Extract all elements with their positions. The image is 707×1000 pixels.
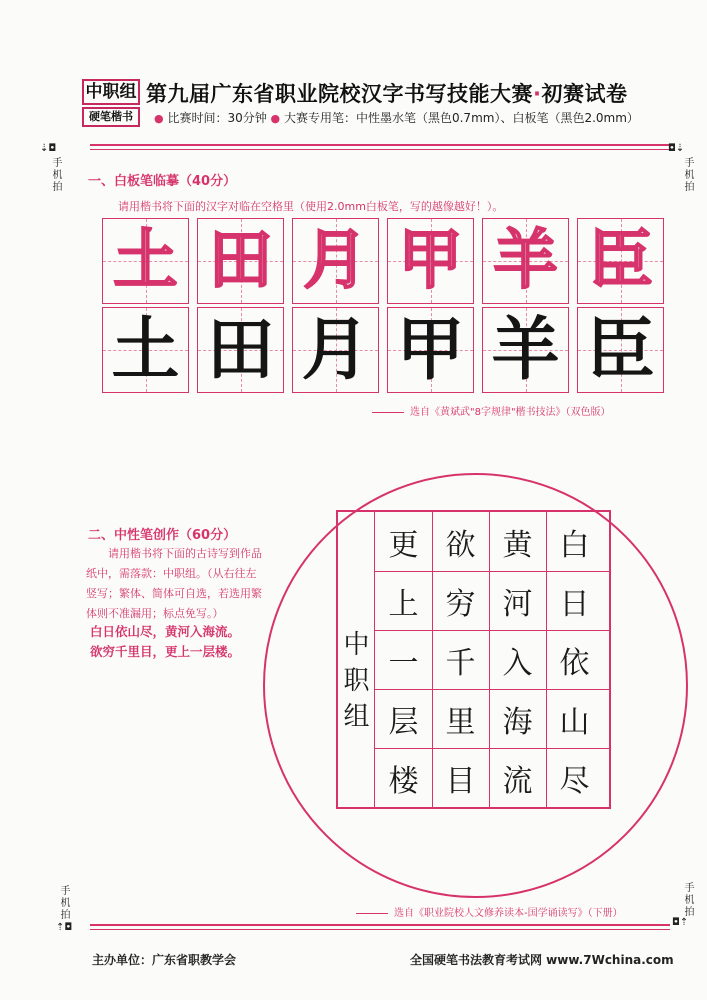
- camera-icon: ⇣◘: [40, 143, 57, 154]
- poem-grid: [336, 510, 611, 809]
- model-char: 月: [303, 224, 368, 298]
- section2-instruction: 请用楷书将下面的古诗写到作品纸中，需落款：中职组。（从右往左竖写；繁体、简体可自选，若选用繁体则不准漏用；标点免写。）: [86, 547, 262, 620]
- website: 全国硬笔书法教育考试网 www.7Wchina.com: [410, 953, 674, 967]
- written-chars-row: [102, 307, 664, 393]
- model-cell: [197, 218, 284, 304]
- poem-char: 上: [388, 586, 419, 622]
- poem-char: 欲: [445, 527, 476, 563]
- poem-line-2: 欲穷千里目，更上一层楼。: [90, 644, 241, 659]
- model-cell: [102, 218, 189, 304]
- category-badge: 硬笔楷书: [82, 107, 140, 127]
- footer-rule-thin: [90, 929, 670, 930]
- copy-cell: [292, 307, 379, 393]
- poem-char: 千: [445, 645, 476, 681]
- exam-info: [154, 109, 639, 126]
- poem-char: 黄: [502, 527, 533, 563]
- poem-char: 里: [445, 704, 476, 740]
- model-char: 田: [208, 224, 273, 298]
- model-char: 羊: [493, 224, 558, 298]
- copy-cell: [387, 307, 474, 393]
- section2-source: [356, 904, 623, 919]
- exam-title: [146, 78, 627, 108]
- model-cell: [577, 218, 664, 304]
- poem-char: 山: [559, 704, 590, 740]
- header-rule-thin: [90, 149, 670, 150]
- copy-cell: [577, 307, 664, 393]
- footer-rule: [90, 924, 670, 926]
- copy-cell: [197, 307, 284, 393]
- poem-line-1: 白日依山尽，黄河入海流。: [90, 624, 241, 639]
- camera-icon: ⇡◘: [56, 922, 73, 933]
- poem-char: 日: [559, 586, 590, 622]
- section1-source-text: 选自《黄斌武"8字规律"楷书技法》（双色版）: [410, 407, 611, 418]
- poem-char: 更: [388, 527, 419, 563]
- model-char: 土: [113, 224, 178, 298]
- section2-title: 二、中性笔创作（60分）: [88, 528, 237, 543]
- section1-title: 一、白板笔临摹（40分）: [88, 174, 237, 189]
- poem-char: 一: [388, 645, 419, 681]
- signature-char: 中: [343, 630, 370, 660]
- written-char: 臣: [586, 310, 655, 390]
- poem-char: 尽: [559, 763, 590, 799]
- group-badge: 中职组: [82, 79, 140, 105]
- model-cell: [292, 218, 379, 304]
- poem-char: 白: [559, 527, 590, 563]
- camera-icon: ◘⇣: [668, 143, 685, 154]
- model-char: 甲: [398, 224, 463, 298]
- poem-char: 层: [388, 704, 419, 740]
- poem-char: 依: [559, 645, 590, 681]
- camera-icon: ◘⇡: [672, 917, 689, 928]
- section2-source-text: 选自《职业院校人文修养读本-国学诵读写》（下册）: [394, 908, 623, 919]
- poem-char: 入: [502, 645, 533, 681]
- bullet-icon: ●: [154, 112, 164, 125]
- signature-char: 职: [343, 666, 370, 696]
- exam-time: 比赛时间：30分钟: [167, 111, 267, 125]
- photo-hint-left-bottom: 手机拍: [58, 885, 69, 921]
- photo-hint-right-top: 手机拍: [682, 157, 693, 193]
- organizer: 主办单位：广东省职教学会: [92, 953, 237, 967]
- bullet-icon: ●: [270, 112, 281, 125]
- model-char: 臣: [588, 224, 653, 298]
- model-chars-row: [102, 218, 664, 304]
- photo-hint-left-top: 手机拍: [50, 157, 61, 193]
- title-separator: ·: [533, 82, 542, 106]
- model-cell: [387, 218, 474, 304]
- copy-cell: [482, 307, 569, 393]
- written-char: 羊: [491, 310, 560, 390]
- poem-char: 目: [445, 763, 476, 799]
- written-char: 甲: [396, 310, 465, 390]
- model-cell: [482, 218, 569, 304]
- section1-instruction: 请用楷书将下面的汉字对临在空格里（使用2.0mm白板笔，写的越像越好！）。: [118, 200, 504, 213]
- written-char: 月: [301, 310, 370, 390]
- poem-char: 海: [502, 704, 533, 740]
- poem-char: 楼: [388, 763, 419, 799]
- poem-char: 流: [502, 763, 533, 799]
- copy-cell: [102, 307, 189, 393]
- header-rule: [90, 144, 670, 146]
- poem-char: 河: [502, 586, 533, 622]
- exam-title-suffix: 初赛试卷: [541, 82, 628, 106]
- exam-title-main: 第九届广东省职业院校汉字书写技能大赛: [146, 82, 533, 106]
- written-char: 土: [111, 310, 180, 390]
- exam-pens: 大赛专用笔：中性墨水笔（黑色0.7mm）、白板笔（黑色2.0mm）: [283, 111, 639, 125]
- section1-source: [372, 403, 611, 418]
- photo-hint-right-bottom: 手机拍: [682, 882, 693, 918]
- signature-char: 组: [343, 702, 370, 732]
- written-char: 田: [206, 310, 275, 390]
- poem-char: 穷: [445, 586, 476, 622]
